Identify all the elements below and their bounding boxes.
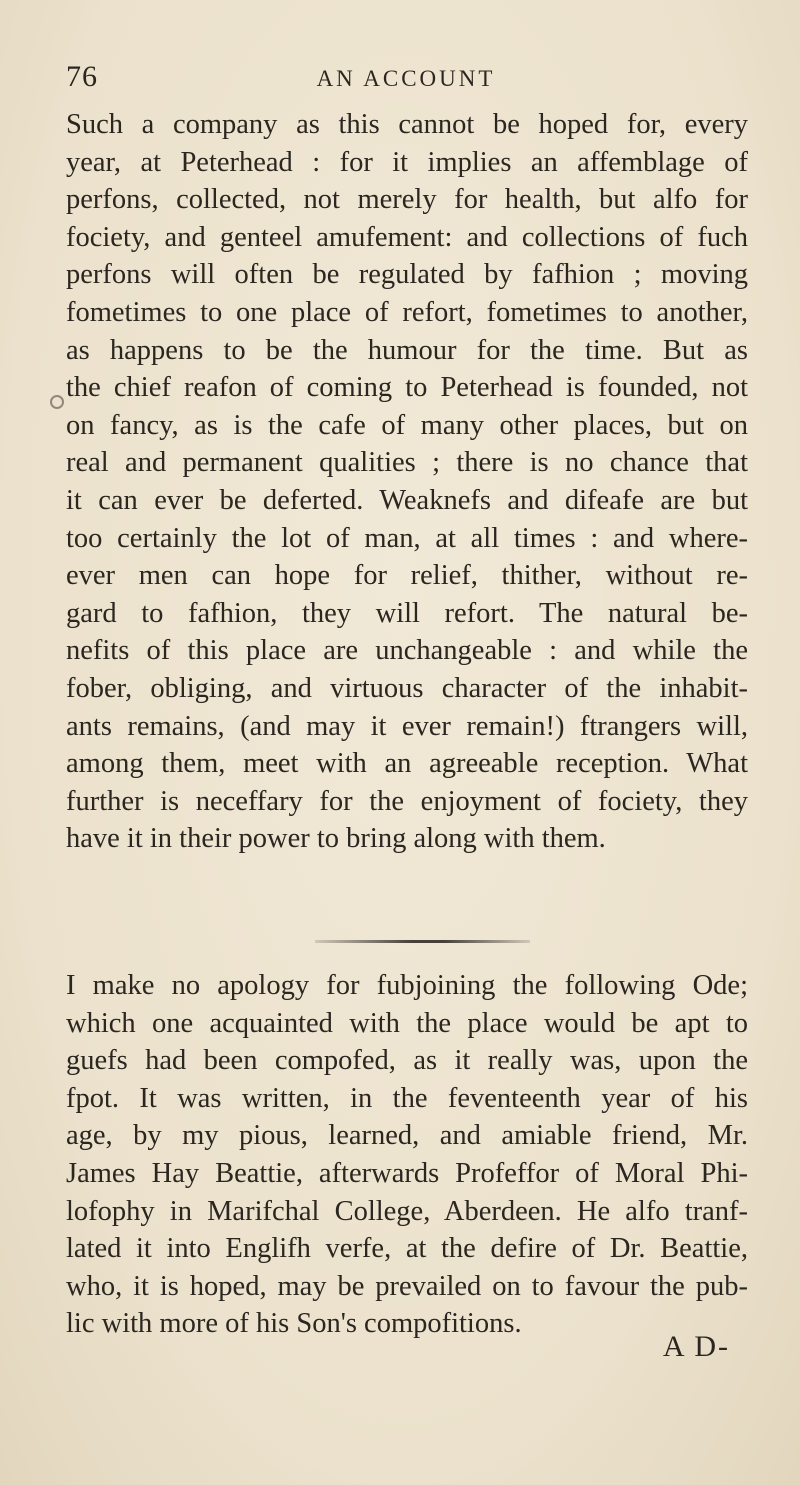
text-line: ever men can hope for relief, thither, without re- [66,560,748,592]
text-line: guefs had been compofed, as it really was, upon the [66,1045,748,1077]
text-line: too certainly the lot of man, at all times : and where- [66,522,748,554]
text-line: nefits of this place are unchangeable : and while the [66,635,748,667]
text-line: fpot. It was written, in the feventeenth year of his [66,1082,748,1114]
text-line: gard to fafhion, they will refort. The natural be- [66,597,748,629]
text-line: further is neceffary for the enjoyment of fociety, they [66,785,748,817]
paragraph-ode-introduction [66,967,748,1343]
section-divider [315,940,530,943]
text-line: as happens to be the humour for the time. But as [66,334,748,366]
text-line: fociety, and genteel amufement: and collections of fuch [66,221,748,253]
text-line: lic with more of his Son's compofitions. [66,1308,522,1340]
text-line: which one acquainted with the place would be apt to [66,1007,748,1039]
text-line: on fancy, as is the cafe of many other places, but on [66,409,748,441]
text-line: age, by my pious, learned, and amiable friend, Mr. [66,1120,748,1152]
text-line: Such a company as this cannot be hoped for, every [66,109,748,140]
text-line: the chief reafon of coming to Peterhead is founded, not [66,372,748,404]
text-line: fometimes to one place of refort, fometimes to another, [66,296,748,328]
text-line: lofophy in Marifchal College, Aberdeen. He alfo tranf- [66,1195,748,1227]
page-header [66,60,746,104]
text-line: ants remains, (and may it ever remain!) ftrangers will, [66,710,748,742]
catchword: A D- [662,1330,730,1363]
margin-ring-mark-icon [50,395,64,409]
text-line: among them, meet with an agreeable reception. What [66,748,748,780]
text-line: real and permanent qualities ; there is no chance that [66,447,748,479]
text-line: I make no apology for fubjoining the following Ode; [66,970,748,1001]
page-number: 76 [66,60,98,93]
text-line: year, at Peterhead : for it implies an affemblage of [66,146,748,178]
text-line: perfons will often be regulated by fafhion ; moving [66,259,748,291]
paragraph-peterhead-company [66,106,748,858]
text-line: it can ever be deferted. Weaknefs and difeafe are but [66,484,748,516]
running-title: AN ACCOUNT [316,66,496,91]
text-line: James Hay Beattie, afterwards Profeffor of Moral Phi- [66,1157,748,1189]
text-line: who, it is hoped, may be prevailed on to favour the pub- [66,1270,748,1302]
text-line: have it in their power to bring along with them. [66,823,606,855]
text-line: lated it into Englifh verfe, at the defire of Dr. Beattie, [66,1233,748,1265]
text-line: perfons, collected, not merely for health, but alfo for [66,184,748,216]
text-line: fober, obliging, and virtuous character of the inhabit- [66,672,748,704]
